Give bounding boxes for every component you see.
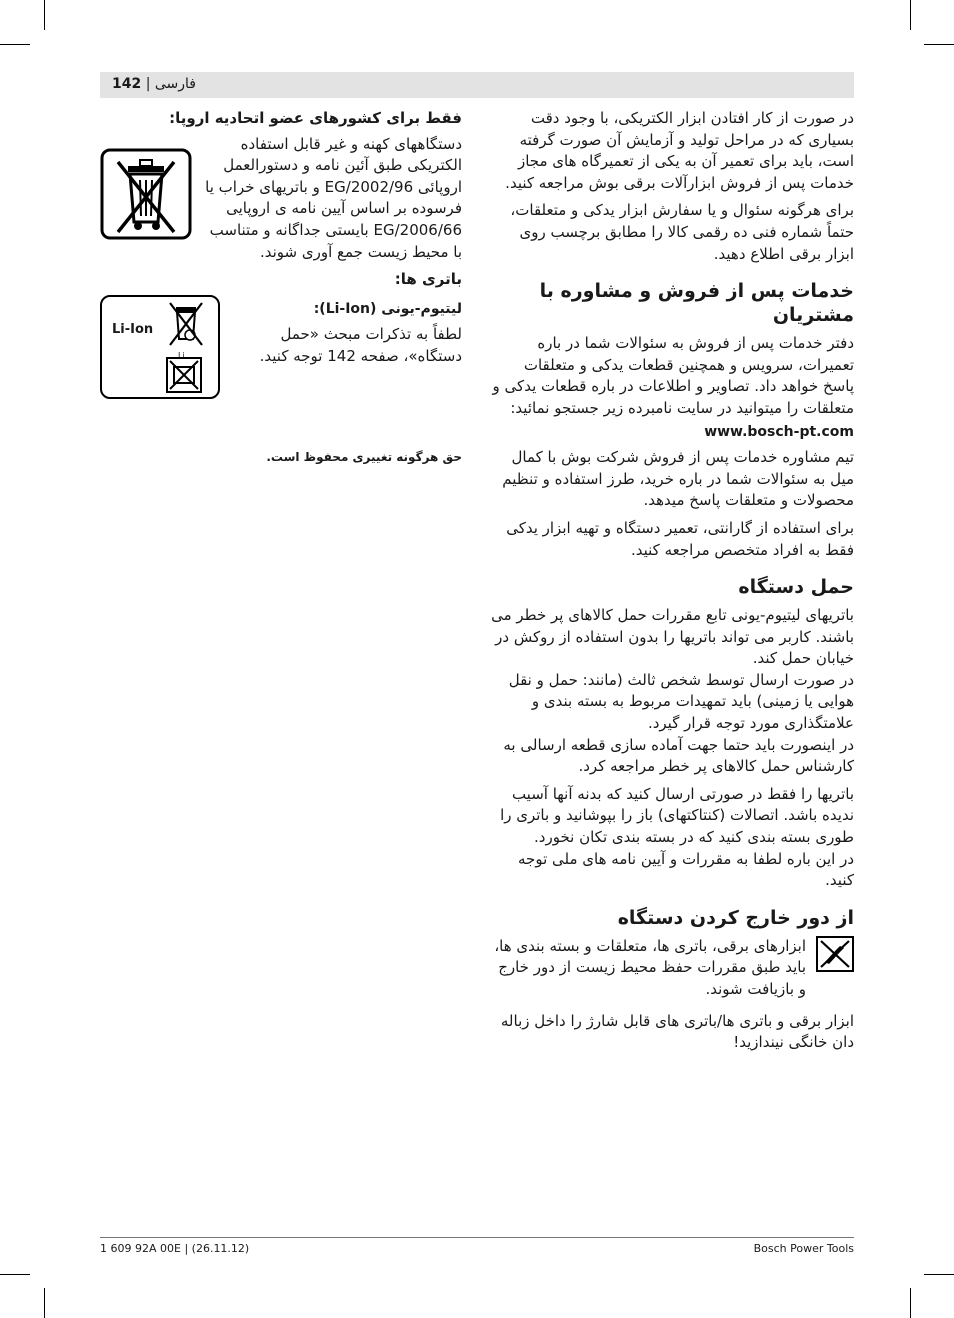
- paragraph-service: دفتر خدمات پس از فروش به سئوالات شما در باره تعمیرات، سرویس و همچنین قطعات یدکی و متعلقات پاسخ خواهد داد. تصاویر و اطلاعات در باره قطعات یدکی و متعلقات را میتوانید در سایت نامبرده زیر جستجو نمائید:: [492, 334, 854, 417]
- paragraph-eu: دستگاههای کهنه و غیر قابل استفاده الکتریکی طبق آئین نامه و دستورالعمل اروپائی 2002/96/EG و باتریهای خراب یا فرسوده بر اساس آیین نامه ی اروپایی 2006/66/EG بایستی جداگانه و متناسب با محیط زیست جمع آوری شوند.: [205, 134, 462, 261]
- crossed-bin-icon: [100, 148, 192, 247]
- crop-mark: [924, 1274, 954, 1275]
- crossed-bin-small-icon: [166, 299, 206, 351]
- paragraph-transport-1: باتریهای لیتیوم-یونی تابع مقررات حمل کالاهای پر خطر می باشند. کاربر می تواند باتریها را بدون استفاده از روکش در خیابان حمل کند.: [491, 606, 854, 668]
- left-column: [100, 108, 462, 468]
- paragraph-consulting: تیم مشاوره خدمات پس از فروش شرکت بوش با کمال میل به سئوالات شما در باره خرید، طرز استفاده و تنظیم محصولات و متعلقات پاسخ میدهد.: [502, 448, 854, 510]
- li-small-label: Li: [178, 350, 185, 360]
- heading-transport: حمل دستگاه: [738, 576, 854, 599]
- page-header: [112, 76, 196, 92]
- crop-mark: [44, 1288, 45, 1318]
- battery-disposal-icon: [166, 357, 202, 393]
- paragraph-transport-3: در اینصورت باید حتما جهت آماده سازی قطعه ارسالی به کارشناس حمل کالاهای پر خطر مراجعه کرد.: [503, 735, 854, 776]
- crop-mark: [910, 0, 911, 30]
- heading-liion: لیتیوم-یونی (Li-Ion):: [313, 300, 462, 317]
- paragraph-transport-2: در صورت ارسال توسط شخص ثالث (مانند: حمل و نقل هوایی یا زمینی) باید تمهیدات مربوط به بسته بندی و علامتگذاری مورد توجه قرار گیرد.: [508, 670, 854, 733]
- liion-row: [100, 295, 462, 399]
- paragraph-repair: در صورت از کار افتادن ابزار الکتریکی، با وجود دقت بسیاری که در مراحل تولید و آزمایش آن صورت گرفته است، باید برای تعمیر آن به یکی از تعمیرگاه های مجاز خدمات پس از فروش ابزارآلات برقی بوش مراجعه کنید.: [505, 109, 854, 192]
- page-number: 142: [112, 76, 142, 92]
- eu-row: [100, 134, 462, 264]
- footer-brand: Bosch Power Tools: [753, 1242, 854, 1255]
- footer-divider: [100, 1237, 854, 1238]
- website-link[interactable]: www.bosch-pt.com: [704, 423, 854, 440]
- crossed-tool-icon: [816, 936, 854, 979]
- heading-service: خدمات پس از فروش و مشاوره با مشتریان: [539, 280, 854, 327]
- paragraph-transport-4: باتریها را فقط در صورتی ارسال کنید که بدنه آنها آسیب ندیده باشد. اتصالات (کنتاکتهای) باز را بپوشانید و باتری را طوری بسته بندی کنید که در بسته بندی تکان نخورد.: [500, 784, 854, 847]
- disposal-row: [490, 936, 854, 1007]
- heading-eu: فقط برای کشورهای عضو اتحادیه اروپا:: [169, 109, 462, 127]
- paragraph-warranty: برای استفاده از گارانتی، تعمیر دستگاه و تهیه ابزار یدکی فقط به افراد متخصص مراجعه کنید.: [506, 518, 854, 559]
- header-language: فارسی: [154, 76, 196, 92]
- paragraph-household: ابزار برقی و باتری ها/باتری های قابل شارژ را داخل زباله دان خانگی نیندازید!: [500, 1011, 854, 1052]
- crop-mark: [910, 1288, 911, 1318]
- crop-mark: [44, 0, 45, 30]
- paragraph-liion: لطفاً به تذکرات مبحث «حمل دستگاه»، صفحه 142 توجه کنید.: [259, 325, 462, 365]
- right-column: [490, 108, 854, 1060]
- heading-batteries: باتری ها:: [394, 270, 462, 289]
- liion-label: Li-Ion: [112, 321, 154, 337]
- rights-note: حق هرگونه تغییری محفوظ است.: [266, 449, 462, 464]
- heading-disposal: از دور خارج کردن دستگاه: [617, 906, 854, 929]
- crop-mark: [924, 44, 954, 45]
- liion-battery-icon: [100, 295, 220, 399]
- paragraph-disposal: ابزارهای برقی، باتری ها، متعلقات و بسته بندی ها، باید طبق مقررات حفظ محیط زیست از دور خارج و بازیافت شوند.: [494, 936, 806, 998]
- page-header-bar: [100, 72, 854, 98]
- paragraph-spare-parts: برای هرگونه سئوال و یا سفارش ابزار یدکی و متعلقات، حتماً شماره فنی ده رقمی کالا را مطابق برچسب روی ابزار برقی اطلاع دهید.: [510, 201, 854, 263]
- header-separator: |: [145, 76, 151, 92]
- paragraph-transport-5: در این باره لطفا به مقررات و آیین نامه های ملی توجه کنید.: [518, 849, 854, 890]
- crop-mark: [0, 44, 30, 45]
- footer-doc-id: 1 609 92A 00E | (26.11.12): [100, 1242, 250, 1255]
- crop-mark: [0, 1274, 30, 1275]
